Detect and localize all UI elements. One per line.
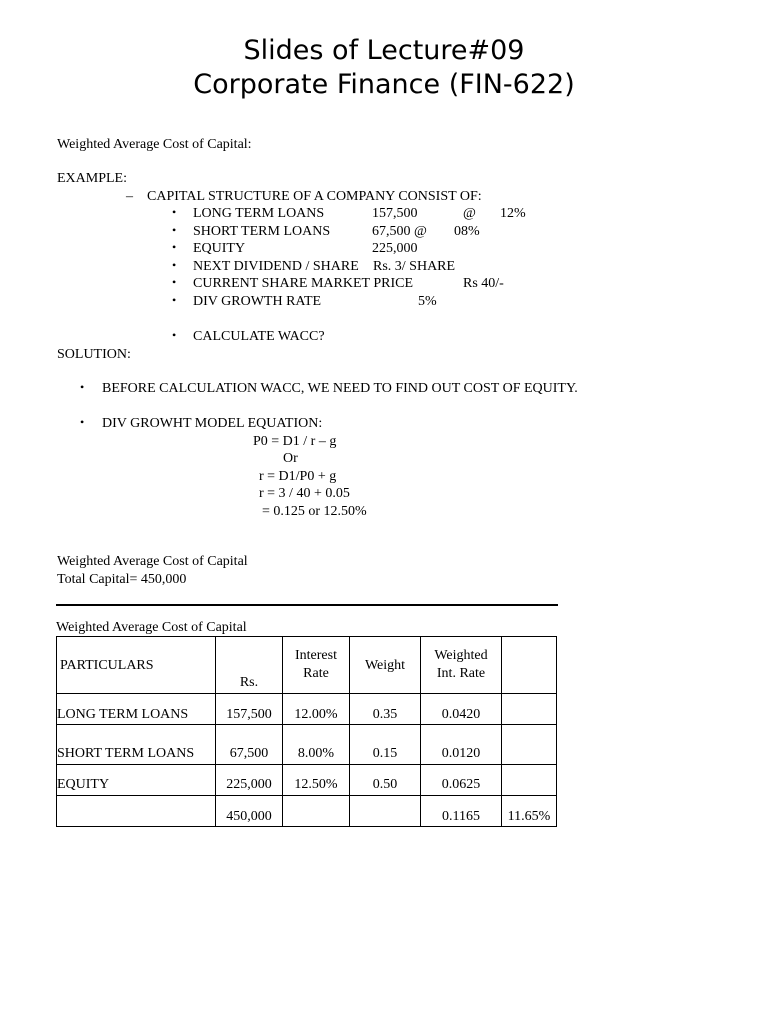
item-value: 5% [418, 294, 437, 309]
bullet-icon: • [172, 258, 177, 272]
header-wir-line1: Weighted [434, 648, 488, 663]
item-rate: 12% [500, 206, 526, 221]
row-wir: 0.1165 [421, 796, 502, 827]
total-capital: Total Capital= 450,000 [57, 572, 187, 587]
bullet-icon: • [172, 293, 177, 307]
item-label: SHORT TERM LOANS [193, 224, 331, 239]
row-weight [350, 796, 421, 827]
item-value: Rs 40/- [463, 276, 504, 291]
wacc-table [56, 636, 557, 827]
row-rate [283, 796, 350, 827]
bullet-icon: • [172, 328, 177, 342]
row-label [57, 796, 216, 827]
row-rs: 450,000 [216, 796, 283, 827]
header-particulars: PARTICULARS [57, 637, 216, 694]
row-wir: 0.0625 [421, 765, 502, 796]
bullet-icon: • [172, 223, 177, 237]
summary-heading: Weighted Average Cost of Capital [57, 554, 248, 569]
bullet-icon: • [172, 275, 177, 289]
row-label: EQUITY [57, 765, 216, 796]
item-label: LONG TERM LOANS [193, 206, 325, 221]
equation-or: Or [283, 451, 298, 466]
header-interest-rate [283, 637, 350, 694]
table-header-row [57, 637, 557, 694]
row-wir: 0.0420 [421, 694, 502, 725]
dash-marker: – [126, 189, 133, 204]
example-label: EXAMPLE: [57, 171, 127, 186]
header-rs: Rs. [216, 637, 283, 694]
item-value: 157,500 [372, 206, 418, 221]
row-label: SHORT TERM LOANS [57, 725, 216, 765]
page-title-line1: Slides of Lecture#09 [243, 35, 525, 66]
item-rate: 08% [454, 224, 480, 239]
calculate-wacc: CALCULATE WACC? [193, 329, 325, 344]
header-weighted-int-rate [421, 637, 502, 694]
table-total-row [57, 796, 557, 827]
item-label: NEXT DIVIDEND / SHARE [193, 259, 359, 274]
header-weight: Weight [350, 637, 421, 694]
solution-point-2: DIV GROWHT MODEL EQUATION: [102, 416, 323, 431]
row-rate: 8.00% [283, 725, 350, 765]
row-rate: 12.00% [283, 694, 350, 725]
row-wir: 0.0120 [421, 725, 502, 765]
header-interest-line2: Rate [303, 666, 329, 681]
capital-structure-text: CAPITAL STRUCTURE OF A COMPANY CONSIST OF: [147, 189, 482, 204]
row-pct: 11.65% [502, 796, 557, 827]
bullet-icon: • [80, 415, 85, 429]
item-label: EQUITY [193, 241, 246, 256]
row-rs: 67,500 [216, 725, 283, 765]
row-rs: 225,000 [216, 765, 283, 796]
header-interest-line1: Interest [295, 648, 337, 663]
table-top-rule [56, 604, 558, 606]
item-value: 225,000 [372, 241, 418, 256]
table-caption: Weighted Average Cost of Capital [56, 620, 247, 635]
row-weight: 0.15 [350, 725, 421, 765]
bullet-icon: • [172, 240, 177, 254]
equation-4: = 0.125 or 12.50% [262, 504, 367, 519]
row-rate: 12.50% [283, 765, 350, 796]
solution-point-1: BEFORE CALCULATION WACC, WE NEED TO FIND OUT COST OF EQUITY. [102, 381, 578, 396]
item-at: @ [463, 206, 476, 221]
page-title-line2: Corporate Finance (FIN-622) [193, 69, 575, 100]
item-value: Rs. 3/ SHARE [373, 259, 456, 274]
item-label: CURRENT SHARE MARKET PRICE [193, 276, 414, 291]
header-wir-line2: Int. Rate [436, 666, 486, 681]
table-row [57, 694, 557, 725]
item-value: 67,500 @ [372, 224, 427, 239]
row-rs: 157,500 [216, 694, 283, 725]
row-pct [502, 694, 557, 725]
equation-3: r = 3 / 40 + 0.05 [259, 486, 350, 501]
row-label: LONG TERM LOANS [57, 694, 216, 725]
solution-label: SOLUTION: [57, 347, 131, 362]
row-pct [502, 765, 557, 796]
row-weight: 0.50 [350, 765, 421, 796]
equation-1: P0 = D1 / r – g [253, 434, 337, 449]
header-blank [502, 637, 557, 694]
wacc-heading: Weighted Average Cost of Capital: [57, 137, 252, 152]
table-row [57, 765, 557, 796]
bullet-icon: • [172, 205, 177, 219]
item-label: DIV GROWTH RATE [193, 294, 322, 309]
row-pct [502, 725, 557, 765]
bullet-icon: • [80, 380, 85, 394]
table-row [57, 725, 557, 765]
row-weight: 0.35 [350, 694, 421, 725]
equation-2: r = D1/P0 + g [259, 469, 337, 484]
